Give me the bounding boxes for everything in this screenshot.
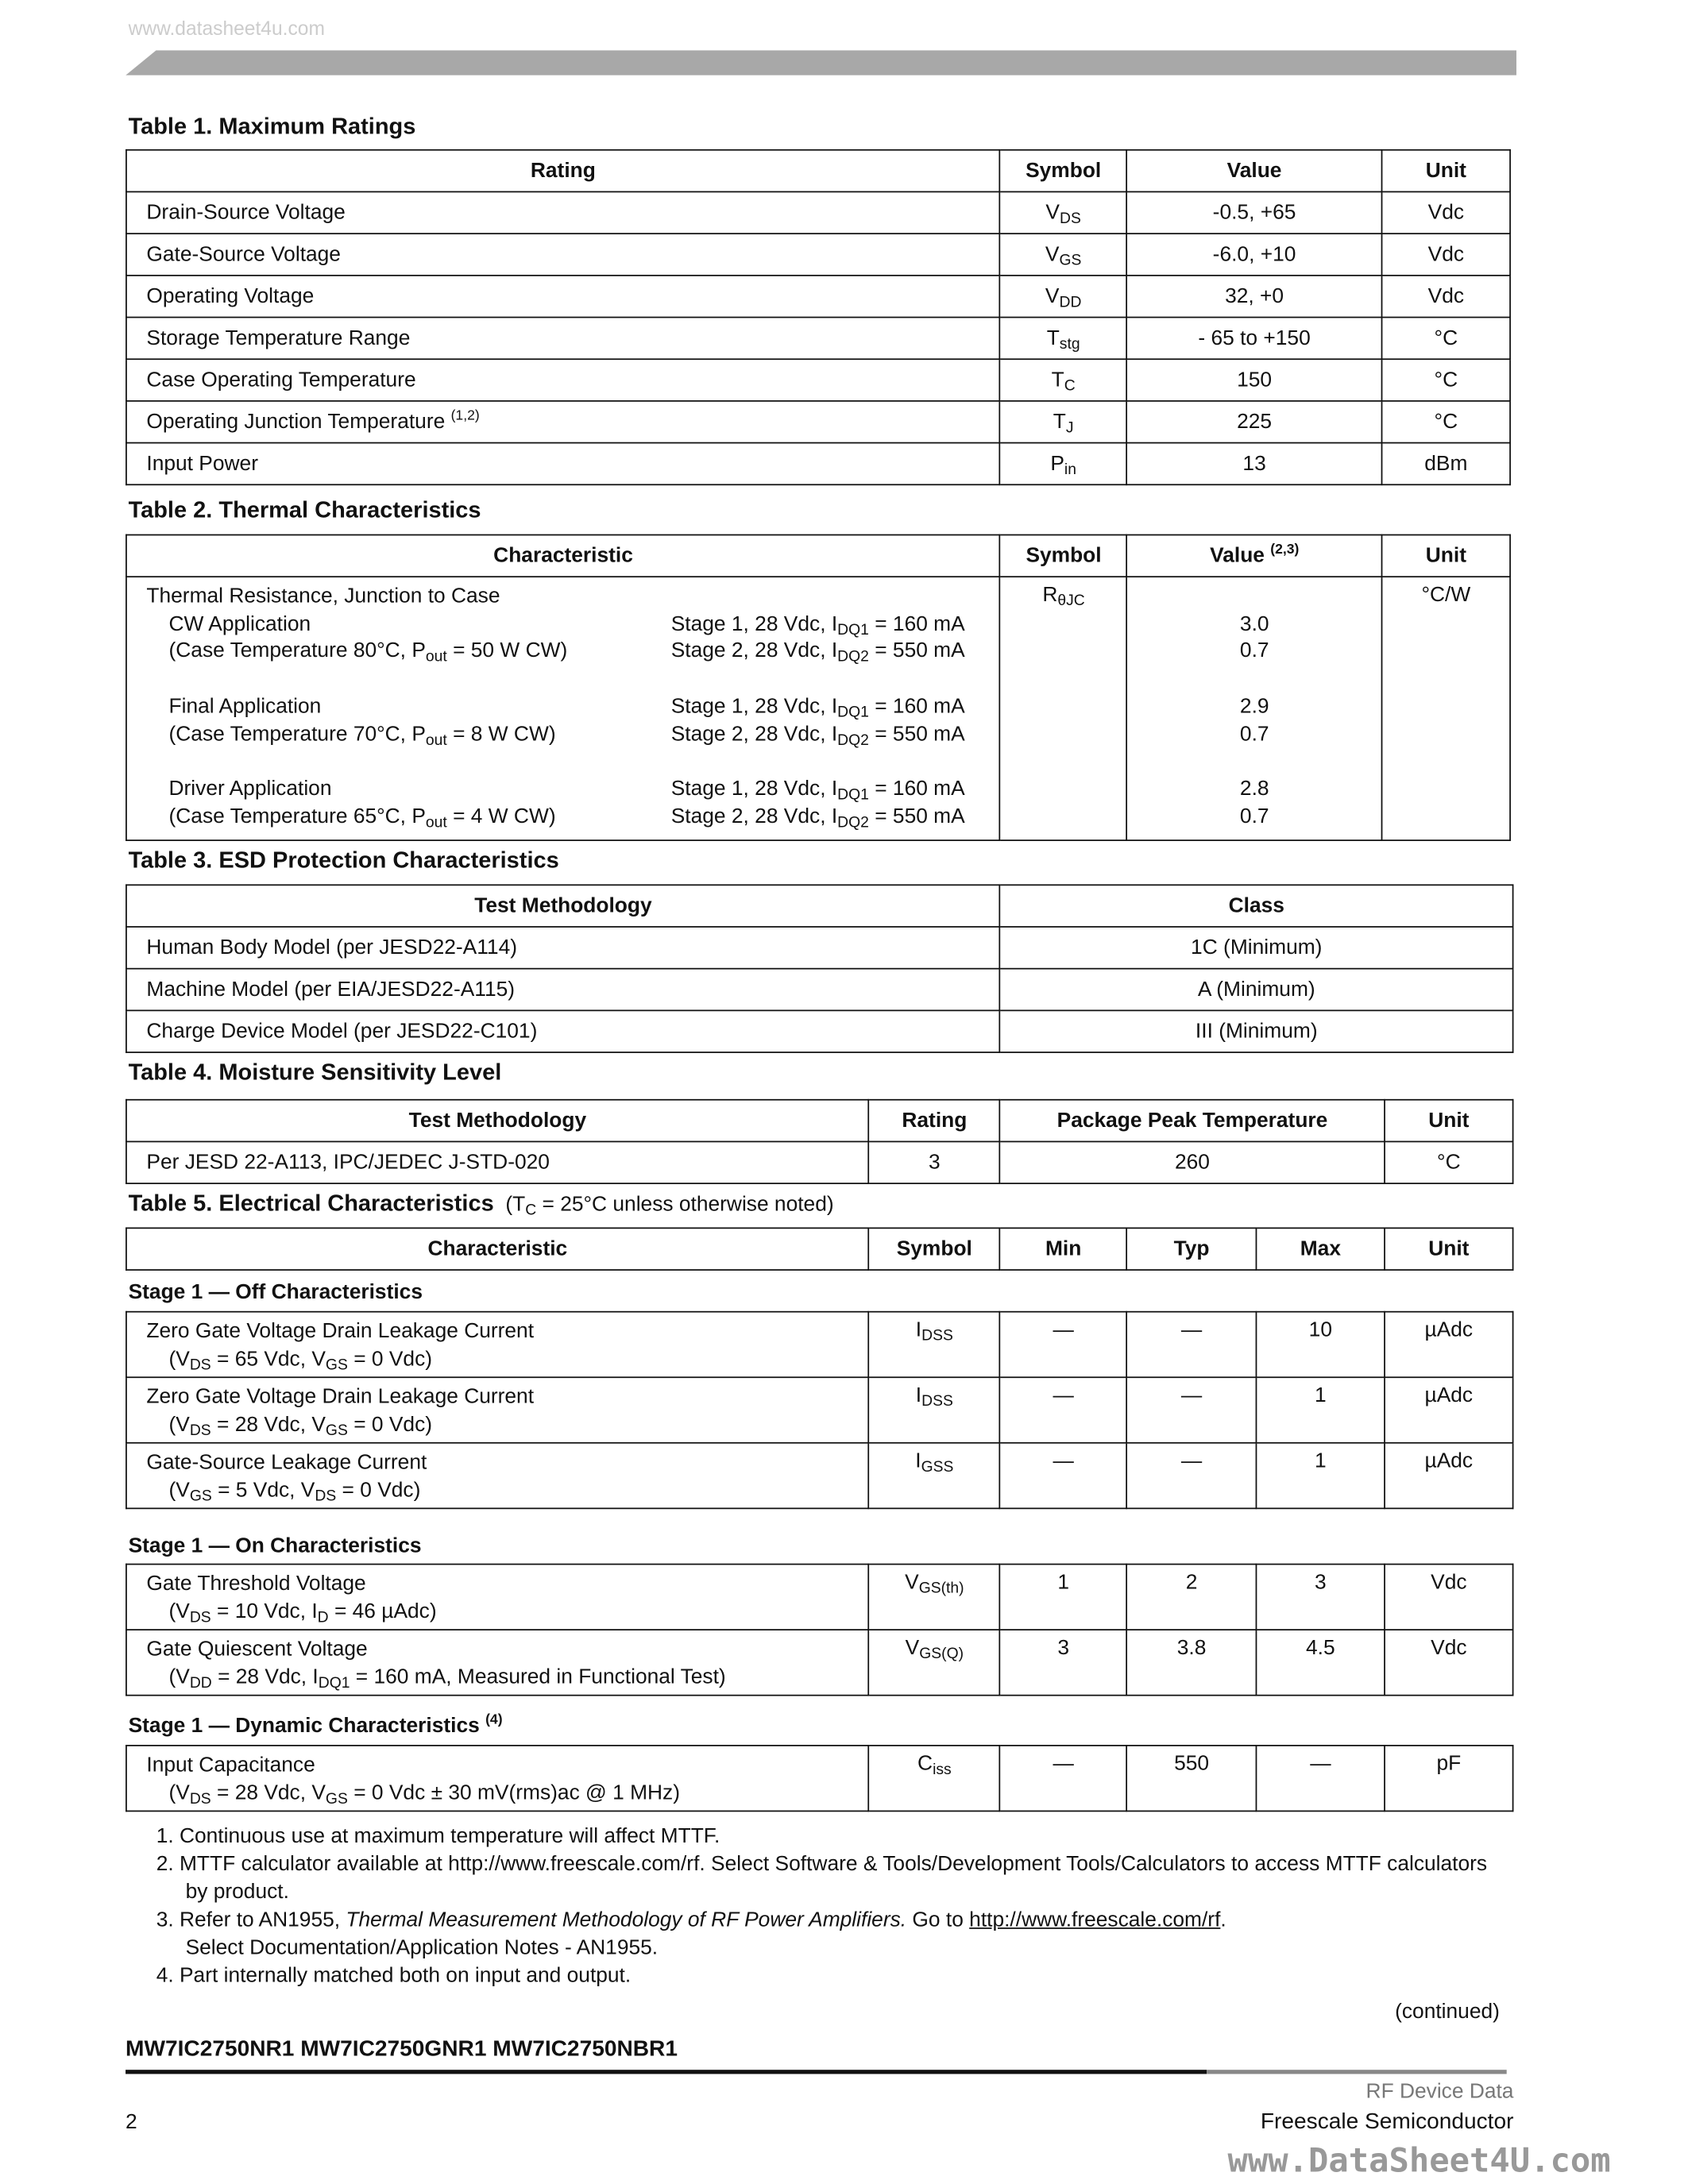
rating-cell: Operating Junction Temperature $^{(1,2)}$ xyxy=(126,401,1000,443)
typ-cell: 3.8 xyxy=(1126,1630,1256,1696)
min-cell: — xyxy=(1000,1377,1127,1443)
symbol-cell: $V_{DS}$ xyxy=(1000,191,1127,233)
symbol-cell: $T_{stg}$ xyxy=(1000,318,1127,360)
col-header: Max xyxy=(1257,1228,1385,1270)
table-row xyxy=(126,276,1510,318)
method-cell: Machine Model (per EIA/JESD22-A115) xyxy=(126,969,1000,1011)
method-cell: Human Body Model (per JESD22-A114) xyxy=(126,927,1000,969)
value-cell: 150 xyxy=(1127,359,1382,401)
table-row xyxy=(126,443,1510,485)
symbol-cell: $C_{iss}$ xyxy=(869,1746,1000,1812)
max-cell: 3 xyxy=(1257,1565,1385,1630)
table-row xyxy=(126,191,1510,233)
col-header: Unit xyxy=(1385,1100,1512,1142)
symbol-cell: $T_J$ xyxy=(1000,401,1127,443)
table4-title: Table 4. Moisture Sensitivity Level xyxy=(128,1059,502,1086)
unit-cell: °C xyxy=(1382,318,1510,360)
characteristic-cell: Gate-Source Leakage Current ($V_{GS} = 5$ Vdc, $V_{DS} = 0$ Vdc) xyxy=(126,1443,869,1509)
symbol-cell: $P_{in}$ xyxy=(1000,443,1127,485)
col-header: Value xyxy=(1127,150,1382,192)
table-row xyxy=(126,1312,1513,1378)
application-row: Final Application Stage 1, 28 Vdc, $I_{DQ1} = 160$ mA xyxy=(168,694,965,721)
unit-cell: °C xyxy=(1382,401,1510,443)
characteristic-cell: Gate Threshold Voltage ($V_{DS} = 10$ Vdc, $I_D = 46$ µAdc) xyxy=(126,1565,869,1630)
col-header: Class xyxy=(1000,885,1513,927)
value-cell: 3.0 0.7 2.9 0.7 2.8 0.7 xyxy=(1127,577,1382,840)
case-condition-row: (Case Temperature 65°C, $P_{out} = 4$ W CW) Stage 2, 28 Vdc, $I_{DQ2} = 550$ mA xyxy=(168,804,965,832)
case-condition-row: (Case Temperature 70°C, $P_{out} = 8$ W CW) Stage 2, 28 Vdc, $I_{DQ2} = 550$ mA xyxy=(168,721,965,749)
value-cell: 32, +0 xyxy=(1127,276,1382,318)
class-cell: A (Minimum) xyxy=(1000,969,1513,1011)
typ-cell: 550 xyxy=(1127,1746,1257,1812)
typ-cell: — xyxy=(1126,1377,1256,1443)
table5-condition: ($T_C = 25^\circ C$ unless otherwise noted) xyxy=(505,1192,834,1219)
condition: ($V_{DS} = 28$ Vdc, $V_{GS} = 0$ Vdc ± 30 mV(rms)ac @ 1 MHz) xyxy=(168,1781,681,1808)
condition: ($V_{DD} = 28$ Vdc, $I_{DQ1} = 160$ mA, Measured in Functional Test) xyxy=(168,1665,726,1692)
part-numbers: MW7IC2750NR1 MW7IC2750GNR1 MW7IC2750NBR1 xyxy=(126,2037,678,2062)
characteristic-cell: Input Capacitance ($V_{DS} = 28$ Vdc, $V_{GS} = 0$ Vdc ± 30 mV(rms)ac @ 1 MHz) xyxy=(126,1746,869,1812)
watermark-footer: www.DataSheet4U.com xyxy=(1227,2140,1611,2180)
characteristic-cell: Zero Gate Voltage Drain Leakage Current ($V_{DS} = 28$ Vdc, $V_{GS} = 0$ Vdc) xyxy=(126,1377,869,1443)
col-header: Unit xyxy=(1382,535,1510,577)
footnote-4: 4. Part internally matched both on input and output. xyxy=(156,1963,632,1988)
unit-cell: Vdc xyxy=(1382,276,1510,318)
symbol-cell: $V_{GS(Q)}$ xyxy=(869,1630,1000,1696)
esd-table xyxy=(126,884,1513,1053)
unit-cell: pF xyxy=(1385,1746,1512,1812)
min-cell: 3 xyxy=(1000,1630,1127,1696)
col-header: Test Methodology xyxy=(126,885,1000,927)
cell: 3 xyxy=(869,1141,1000,1183)
table-row xyxy=(126,1377,1513,1443)
symbol-cell: $I_{GSS}$ xyxy=(869,1443,1000,1509)
condition: ($V_{DS} = 65$ Vdc, $V_{GS} = 0$ Vdc) xyxy=(168,1347,433,1374)
col-header: Symbol xyxy=(1000,535,1127,577)
electrical-header-table xyxy=(126,1227,1513,1270)
rating-cell: Storage Temperature Range xyxy=(126,318,1000,360)
min-cell: — xyxy=(1000,1746,1127,1812)
min-cell: 1 xyxy=(1000,1565,1127,1630)
footnote-3: 3. Refer to AN1955, Thermal Measurement Methodology of RF Power Amplifiers. Go to http://www.freescale.com/rf. Select Documentation/Application Notes - AN1955. xyxy=(156,1908,1226,1960)
col-header: Unit xyxy=(1385,1228,1513,1270)
freescale-link[interactable]: http://www.freescale.com/rf xyxy=(969,1908,1221,1932)
unit-cell: µAdc xyxy=(1385,1312,1513,1378)
class-cell: III (Minimum) xyxy=(1000,1010,1513,1052)
table-row xyxy=(126,1443,1513,1509)
rating-cell: Gate-Source Voltage xyxy=(126,233,1000,276)
col-header: Symbol xyxy=(869,1228,1000,1270)
continued-label: (continued) xyxy=(1395,2000,1500,2024)
min-cell: — xyxy=(1000,1443,1127,1509)
col-header: Typ xyxy=(1126,1228,1256,1270)
value-cell: -6.0, +10 xyxy=(1127,233,1382,276)
unit-cell: µAdc xyxy=(1385,1377,1513,1443)
unit-cell: Vdc xyxy=(1385,1630,1513,1696)
col-header: Characteristic xyxy=(126,1228,869,1270)
col-header: Value $^{(2,3)}$ xyxy=(1127,535,1382,577)
unit-cell: dBm xyxy=(1382,443,1510,485)
on-section-title: Stage 1 — On Characteristics xyxy=(128,1534,422,1558)
class-cell: 1C (Minimum) xyxy=(1000,927,1513,969)
table-row xyxy=(126,1630,1513,1696)
cell: 260 xyxy=(1000,1141,1385,1183)
unit-cell: Vdc xyxy=(1385,1565,1513,1630)
table1-title: Table 1. Maximum Ratings xyxy=(128,114,416,140)
unit-cell: µAdc xyxy=(1385,1443,1513,1509)
table-row xyxy=(126,927,1513,969)
symbol-cell: $V_{GS}$ xyxy=(1000,233,1127,276)
table-row xyxy=(126,359,1510,401)
col-header: Test Methodology xyxy=(126,1100,869,1142)
rf-device-data: RF Device Data xyxy=(1365,2079,1514,2104)
characteristic-cell: Zero Gate Voltage Drain Leakage Current ($V_{DS} = 65$ Vdc, $V_{GS} = 0$ Vdc) xyxy=(126,1312,869,1378)
rating-cell: Case Operating Temperature xyxy=(126,359,1000,401)
symbol-cell: $V_{GS(th)}$ xyxy=(869,1565,1000,1630)
cell: Per JESD 22-A113, IPC/JEDEC J-STD-020 xyxy=(126,1141,869,1183)
value-cell: 225 xyxy=(1127,401,1382,443)
header-bar xyxy=(126,50,1516,75)
table-row xyxy=(126,1010,1513,1052)
symbol-cell: $I_{DSS}$ xyxy=(869,1377,1000,1443)
moisture-table xyxy=(126,1099,1513,1184)
max-cell: 10 xyxy=(1257,1312,1385,1378)
typ-cell: 2 xyxy=(1126,1565,1256,1630)
col-header: Rating xyxy=(126,150,1000,192)
unit-cell: °C xyxy=(1382,359,1510,401)
col-header: Rating xyxy=(869,1100,1000,1142)
dynamic-characteristics-table xyxy=(126,1745,1513,1812)
max-cell: 4.5 xyxy=(1257,1630,1385,1696)
off-characteristics-table xyxy=(126,1311,1513,1509)
symbol-cell: $I_{DSS}$ xyxy=(869,1312,1000,1378)
rating-cell: Input Power xyxy=(126,443,1000,485)
company-name: Freescale Semiconductor xyxy=(1260,2110,1514,2134)
col-header: Min xyxy=(1000,1228,1127,1270)
symbol-cell: $V_{DD}$ xyxy=(1000,276,1127,318)
thermal-characteristic-cell xyxy=(126,577,1000,840)
value-cell: 13 xyxy=(1127,443,1382,485)
unit-cell: °C/W xyxy=(1382,577,1510,840)
case-condition-row: (Case Temperature 80°C, $P_{out} = 50$ W CW) Stage 2, 28 Vdc, $I_{DQ2} = 550$ mA xyxy=(168,639,965,666)
page-number: 2 xyxy=(126,2110,137,2134)
thermal-table xyxy=(126,534,1511,841)
dynamic-section-title: Stage 1 — Dynamic Characteristics $^{(4)}$ xyxy=(128,1712,503,1738)
thermal-main-label: Thermal Resistance, Junction to Case xyxy=(146,584,500,608)
symbol-cell: $R_{\theta JC}$ xyxy=(1000,577,1127,840)
method-cell: Charge Device Model (per JESD22-C101) xyxy=(126,1010,1000,1052)
table-row xyxy=(126,233,1510,276)
application-row: CW Application Stage 1, 28 Vdc, $I_{DQ1} = 160$ mA xyxy=(168,612,965,639)
footnote-2: 2. MTTF calculator available at http://www.freescale.com/rf. Select Software & Tools/Development Tools/Calculators to access MTTF calculators by product. xyxy=(156,1852,1488,1904)
characteristic-cell: Gate Quiescent Voltage ($V_{DD} = 28$ Vdc, $I_{DQ1} = 160$ mA, Measured in Functional Test) xyxy=(126,1630,869,1696)
symbol-cell: $T_C$ xyxy=(1000,359,1127,401)
rating-cell: Operating Voltage xyxy=(126,276,1000,318)
off-section-title: Stage 1 — Off Characteristics xyxy=(128,1280,423,1305)
unit-cell: Vdc xyxy=(1382,191,1510,233)
unit-cell: Vdc xyxy=(1382,233,1510,276)
maximum-ratings-table xyxy=(126,149,1511,485)
footer-rule-gray xyxy=(1207,2070,1507,2074)
min-cell: — xyxy=(1000,1312,1127,1378)
col-header: Unit xyxy=(1382,150,1510,192)
table5-title-row xyxy=(129,1191,834,1217)
max-cell: 1 xyxy=(1257,1377,1385,1443)
footer-rule xyxy=(126,2070,1207,2074)
condition: ($V_{DS} = 28$ Vdc, $V_{GS} = 0$ Vdc) xyxy=(168,1413,433,1440)
application-row: Driver Application Stage 1, 28 Vdc, $I_{DQ1} = 160$ mA xyxy=(168,777,965,804)
table3-title: Table 3. ESD Protection Characteristics xyxy=(128,847,559,874)
max-cell: 1 xyxy=(1257,1443,1385,1509)
col-header: Characteristic xyxy=(126,535,1000,577)
table-row xyxy=(126,401,1510,443)
table-row xyxy=(126,1746,1513,1812)
rating-cell: Drain-Source Voltage xyxy=(126,191,1000,233)
footnotes xyxy=(156,1823,1496,1990)
table-row xyxy=(126,318,1510,360)
value-cell: -0.5, +65 xyxy=(1127,191,1382,233)
typ-cell: — xyxy=(1126,1443,1256,1509)
condition: ($V_{GS} = 5$ Vdc, $V_{DS} = 0$ Vdc) xyxy=(168,1478,421,1505)
table-row xyxy=(126,1565,1513,1630)
table-row xyxy=(126,969,1513,1011)
table2-title: Table 2. Thermal Characteristics xyxy=(128,497,481,523)
on-characteristics-table xyxy=(126,1564,1513,1696)
table5-title: Table 5. Electrical Characteristics xyxy=(128,1190,494,1217)
typ-cell: — xyxy=(1126,1312,1256,1378)
cell: °C xyxy=(1385,1141,1512,1183)
max-cell: — xyxy=(1257,1746,1385,1812)
watermark: www.datasheet4u.com xyxy=(128,17,325,40)
condition: ($V_{DS} = 10$ Vdc, $I_D = 46$ µAdc) xyxy=(168,1599,437,1626)
footnote-1: 1. Continuous use at maximum temperature will affect MTTF. xyxy=(156,1824,720,1848)
col-header: Package Peak Temperature xyxy=(1000,1100,1385,1142)
value-cell: - 65 to +150 xyxy=(1127,318,1382,360)
col-header: Symbol xyxy=(1000,150,1127,192)
